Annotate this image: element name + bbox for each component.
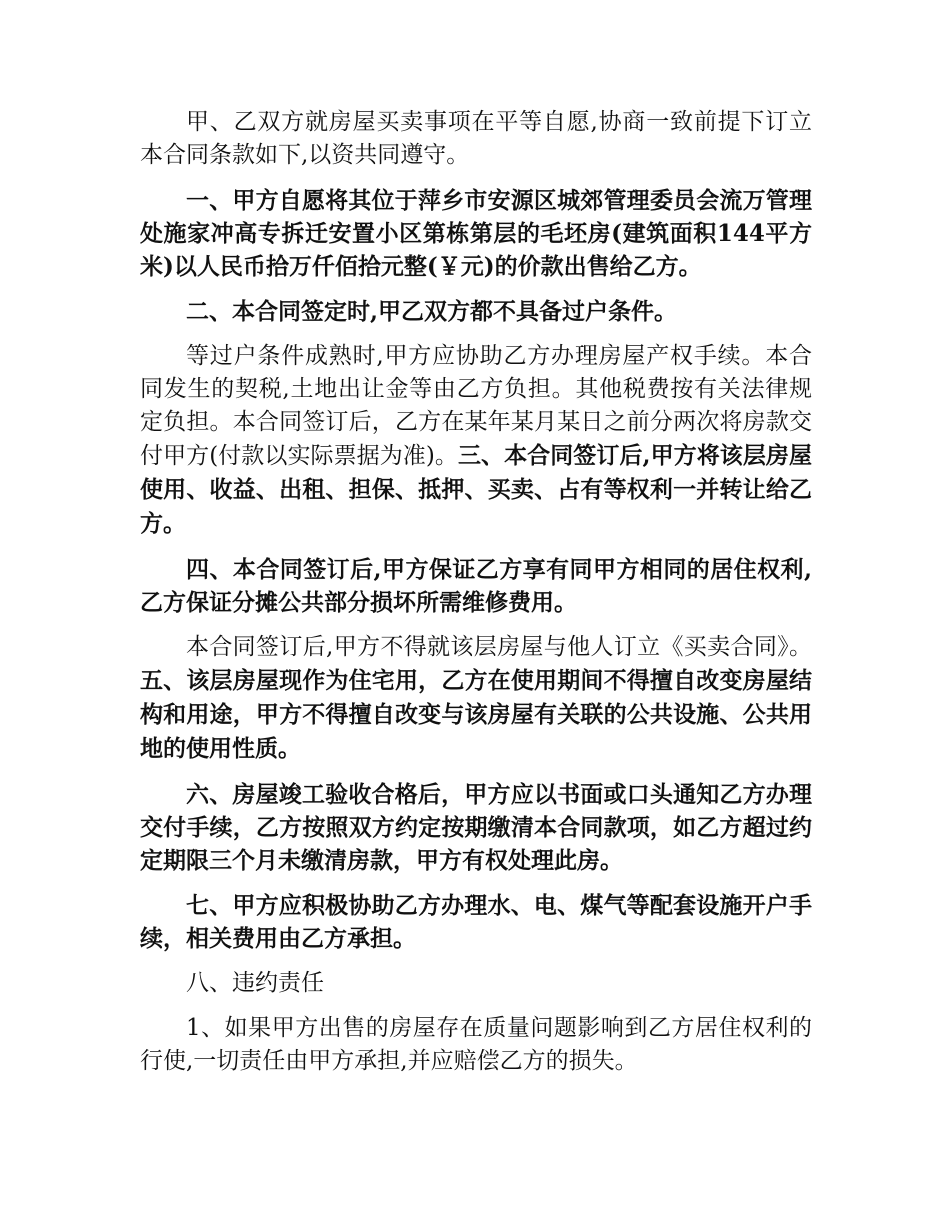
clause-4-paragraph [140, 553, 812, 619]
clause-8-1-paragraph [140, 1012, 812, 1078]
clause-8-1-text: 1、如果甲方出售的房屋存在质量问题影响到乙方居住权利的行使,一切责任由甲方承担,并应赔偿乙方的损失。 [140, 1015, 812, 1074]
paragraph-intro [140, 106, 812, 172]
clause-6-text: 六、房屋竣工验收合格后，甲方应以书面或口头通知乙方办理交付手续，乙方按照双方约定按期缴清本合同款项，如乙方超过约定期限三个月未缴清房款，甲方有权处理此房。 [140, 781, 812, 874]
clause-8-heading [140, 967, 812, 1000]
clause-5-text: 五、该层房屋现作为住宅用，乙方在使用期间不得擅自改变房屋结构和用途，甲方不得擅自改变与该房屋有关联的公共设施、公共用地的使用性质。 [140, 667, 812, 762]
clause-7-text: 七、甲方应积极协助乙方办理水、电、煤气等配套设施开户手续，相关费用由乙方承担。 [140, 892, 812, 952]
clause-2-detail-text: 等过户条件成熟时,甲方应协助乙方办理房屋产权手续。本合同发生的契税,土地出让金等由乙方负担。其他税费按有关法律规定负担。本合同签订后，乙方在某年某月某日之前分两次将房款交付甲方(付款以实际票据为准)。 [140, 343, 812, 469]
clause-2-detail-paragraph [140, 340, 812, 541]
clause-8-heading-text: 八、违约责任 [186, 970, 324, 996]
clause-6-paragraph [140, 778, 812, 877]
clause-7-paragraph [140, 889, 812, 955]
clause-2-paragraph [140, 295, 812, 328]
clause-2-text: 二、本合同签定时,甲乙双方都不具备过户条件。 [186, 298, 678, 325]
clause-4-detail-text: 本合同签订后,甲方不得就该层房屋与他人订立《买卖合同》。 [186, 634, 812, 660]
contract-page [140, 106, 812, 1090]
clause-1-paragraph [140, 184, 812, 283]
clause-4-detail-paragraph [140, 631, 812, 766]
clause-1-text: 一、甲方自愿将其位于萍乡市安源区城郊管理委员会流万管理处施家冲高专拆迁安置小区第栋第层的毛坯房(建筑面积144平方米)以人民币拾万仟佰拾元整(￥元)的价款出售给乙方。 [140, 187, 812, 280]
clause-4-text: 四、本合同签订后,甲方保证乙方享有同甲方相同的居住权利,乙方保证分摊公共部分损坏所需维修费用。 [140, 556, 812, 616]
clause-3-text: 三、本合同签订后,甲方将该层房屋使用、收益、出租、担保、抵押、买卖、占有等权利一并转让给乙方。 [140, 442, 812, 537]
paragraph-intro-text: 甲、乙双方就房屋买卖事项在平等自愿,协商一致前提下订立本合同条款如下,以资共同遵守。 [140, 109, 812, 168]
